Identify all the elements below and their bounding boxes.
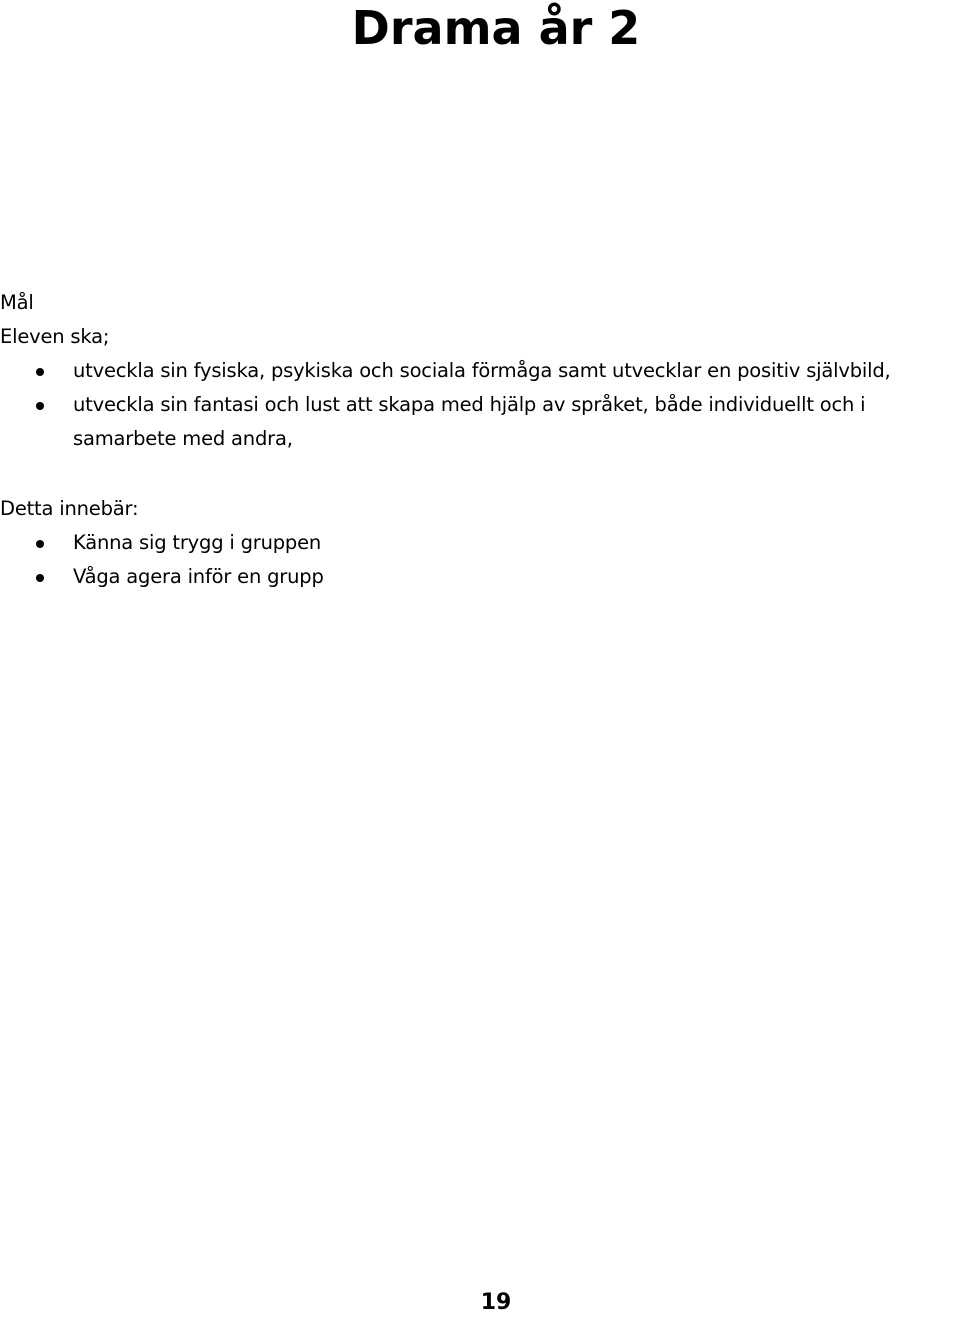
list-item xyxy=(0,354,943,388)
bullet-icon xyxy=(36,540,44,548)
bullet-icon xyxy=(36,368,44,376)
goals-heading: Mål xyxy=(0,291,34,314)
list-item xyxy=(0,388,960,456)
bullet-icon xyxy=(36,574,44,582)
goals-intro: Eleven ska; xyxy=(0,325,110,348)
list-item xyxy=(0,526,960,560)
list-item xyxy=(0,560,960,594)
meaning-list xyxy=(0,526,960,594)
document-body xyxy=(0,286,960,594)
goal-text: utveckla sin fantasi och lust att skapa med hjälp av språket, både individuellt och i samarbete med andra, xyxy=(73,393,866,450)
meaning-text: Känna sig trygg i gruppen xyxy=(73,531,322,554)
page-title: Drama år 2 xyxy=(351,1,641,55)
goal-text: utveckla sin fysiska, psykiska och sociala förmåga samt utvecklar en positiv självbild, xyxy=(73,359,891,382)
bullet-icon xyxy=(36,402,44,410)
meaning-text: Våga agera inför en grupp xyxy=(73,565,324,588)
meaning-heading: Detta innebär: xyxy=(0,497,139,520)
goals-list xyxy=(0,354,960,456)
page-number: 19 xyxy=(480,1290,512,1315)
